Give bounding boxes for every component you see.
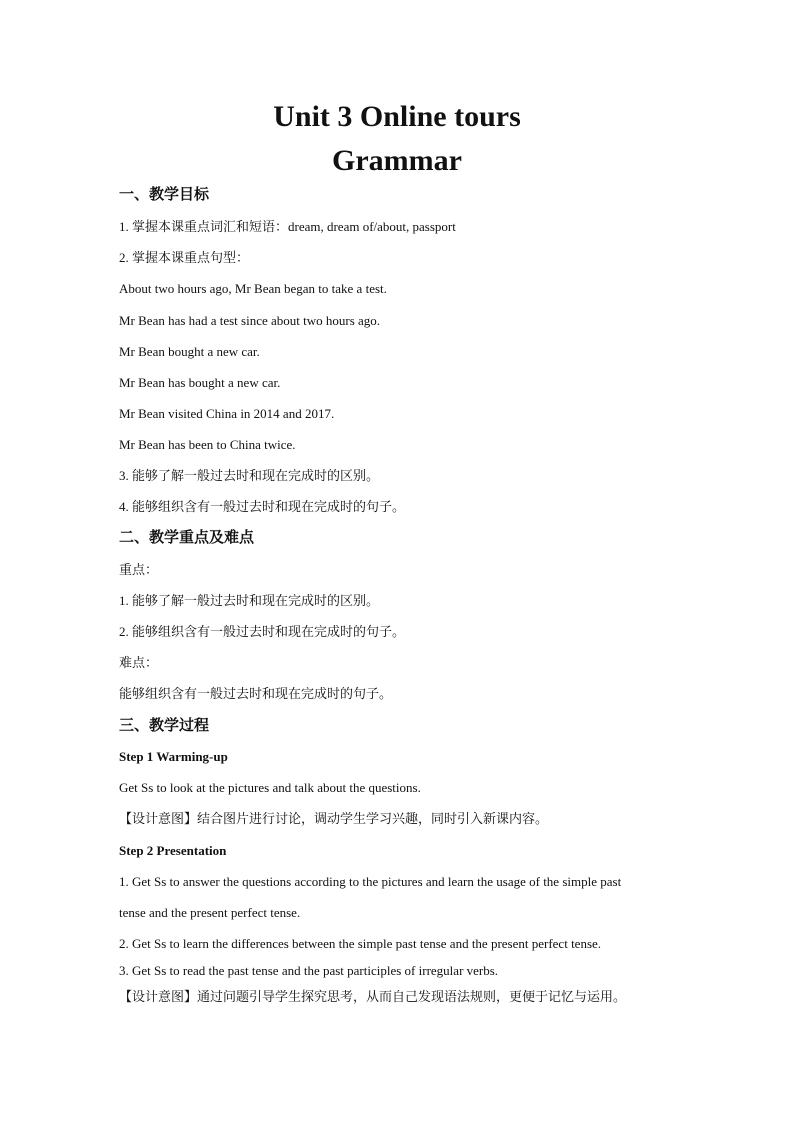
step1-text: Get Ss to look at the pictures and talk about the questions. (119, 780, 421, 795)
step2-item: tense and the present perfect tense. (119, 905, 301, 920)
objective-item: 1. 掌握本课重点词汇和短语：dream, dream of/about, passport (119, 219, 456, 234)
example-sentence: Mr Bean visited China in 2014 and 2017. (119, 406, 335, 421)
step2-design-intent: 【设计意图】通过问题引导学生探究思考，从而自己发现语法规则，更便于记忆与运用。 (119, 989, 627, 1004)
section-heading-objectives: 一、教学目标 (119, 187, 210, 203)
objective-item: 3. 能够了解一般过去时和现在完成时的区别。 (119, 468, 380, 483)
difficult-point-text: 能够组织含有一般过去时和现在完成时的句子。 (119, 686, 393, 701)
example-sentence: Mr Bean has bought a new car. (119, 375, 281, 390)
step2-title: Step 2 Presentation (119, 843, 227, 858)
key-point-item: 1. 能够了解一般过去时和现在完成时的区别。 (119, 593, 380, 608)
key-points-label: 重点： (119, 562, 159, 577)
document-subtitle: Grammar (332, 144, 462, 177)
step2-item: 3. Get Ss to read the past tense and the past participles of irregular verbs. (119, 963, 499, 978)
section-heading-process: 三、教学过程 (119, 718, 210, 734)
step2-item: 1. Get Ss to answer the questions according to the pictures and learn the usage of the simple past (119, 874, 622, 889)
section-heading-key-points: 二、教学重点及难点 (119, 530, 255, 546)
document-title: Unit 3 Online tours (273, 100, 521, 133)
example-sentence: About two hours ago, Mr Bean began to take a test. (119, 281, 387, 296)
example-sentence: Mr Bean has had a test since about two hours ago. (119, 313, 381, 328)
step1-design-intent: 【设计意图】结合图片进行讨论，调动学生学习兴趣，同时引入新课内容。 (119, 811, 549, 826)
example-sentence: Mr Bean has been to China twice. (119, 437, 296, 452)
objective-item: 2. 掌握本课重点句型： (119, 250, 250, 265)
step1-title: Step 1 Warming-up (119, 749, 228, 764)
example-sentence: Mr Bean bought a new car. (119, 344, 260, 359)
objective-item: 4. 能够组织含有一般过去时和现在完成时的句子。 (119, 499, 406, 514)
step2-item: 2. Get Ss to learn the differences between the simple past tense and the present perfect tense. (119, 936, 602, 951)
difficult-points-label: 难点： (119, 655, 159, 670)
key-point-item: 2. 能够组织含有一般过去时和现在完成时的句子。 (119, 624, 406, 639)
